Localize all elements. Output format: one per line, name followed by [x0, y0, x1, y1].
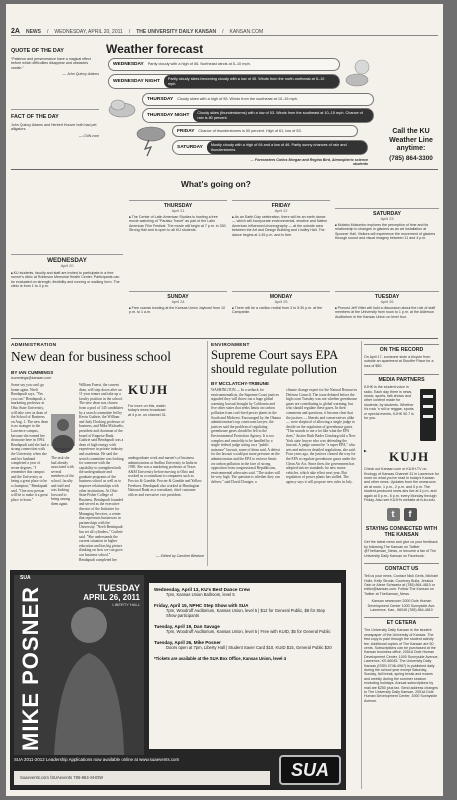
- calendar-friday: [232, 200, 330, 237]
- story1-column-3: undergraduate work and master's of business administration at Andhra University in India in 1985. She was a marketing professor at Texas A&M University before moving to Ohio and worked as a consultant to companies such as Proctor & Gamble, Procter & Gamble and Yellow Freeborn. Bendapudi also worked at Huntington National Bank as a consultant, chief customer officer and executive vice president.: [128, 456, 202, 497]
- masthead-paper: THE UNIVERSITY DAILY KANSAN: [136, 29, 217, 35]
- page-number: 2A: [11, 28, 20, 35]
- kujh-line-1: For more on this, watch: [128, 404, 166, 408]
- story1-section: ADMINISTRATION: [11, 343, 57, 348]
- contact-text: Tell us your news. Contact Nick Gerik, Michael Holtz, Kelly Stroda, Courtney Bulla, Jessica Osin or Alexe Schwartz at (785) 864-4810 or editor@kansan.com. Follow The Kansan on Twitter at TheKansan_News.: [364, 574, 438, 596]
- calendar-event: ■ KU students, faculty and staff are invited to participate in a free runner's clinic at Robinson Memorial Health Center. Participants can be evaluated on strength, flexibility and running or walking form. The clinic is from 1 to 4 p.m.: [11, 271, 123, 289]
- divider: /: [128, 29, 131, 35]
- masthead-date: WEDNESDAY, APRIL 20, 2011: [54, 29, 123, 35]
- right-sidebar: [364, 344, 439, 706]
- forecast-desc: Cloudy skies (thunderstorms) with a low of 53. Winds from the southeast at 10–15 mph. Chance of rain is 80 percent.: [197, 111, 363, 120]
- staying-connected-heading: STAYING CONNECTED WITH THE KANSAN: [365, 526, 438, 539]
- event-item: [154, 640, 336, 650]
- forecast-thursday: [142, 93, 374, 106]
- forecast-desc: Chance of thunderstorms is 50 percent. High of 61, low of 53.: [198, 128, 302, 133]
- story1-byline: BY IAN CUMMINGS: [11, 370, 54, 375]
- event-title: Friday, April 15, NPHC Step Show with SUA: [154, 603, 249, 608]
- weather-line-callout: [381, 128, 441, 163]
- calendar-day: THURSDAY: [163, 203, 193, 209]
- facebook-icon[interactable]: f: [404, 508, 417, 521]
- calendar-sunday: [129, 291, 227, 315]
- posner-vertical-name: MIKE POSNER: [18, 585, 43, 751]
- forecast-desc: Partly cloudy skies becoming cloudy with a low of 45. Winds from the north-northeast at 5–10 mph.: [167, 77, 325, 86]
- calendar-date: April 21: [171, 209, 185, 213]
- forecast-day: SATURDAY: [177, 145, 203, 150]
- story1-headline: New dean for business school: [11, 349, 171, 364]
- calendar-title: What's going on?: [181, 179, 251, 189]
- divider: [11, 109, 99, 110]
- bendapudi-photo: [51, 414, 75, 446]
- call-line-2: Weather Line: [389, 136, 433, 144]
- event-details: Doors open at 7pm, Liberty Hall | Student Saver Card $10, KUID $15, General Public $20: [166, 645, 332, 650]
- story1-column-1b: The task she had already associated with several members of the school, faculty and staff and was looking forward to being among them again.: [51, 456, 74, 506]
- calendar-day: SUNDAY: [167, 294, 189, 300]
- ad-date-day: TUESDAY: [97, 583, 140, 593]
- event-item: [154, 603, 336, 618]
- calendar-date: April 25: [274, 300, 288, 304]
- on-the-record-heading: ON THE RECORD: [364, 344, 439, 353]
- event-item: [154, 587, 336, 597]
- calendar-wednesday: [11, 254, 123, 289]
- calendar-thursday: [129, 200, 227, 233]
- masthead-site: KANSAN.COM: [229, 29, 264, 35]
- calendar-day: SATURDAY: [373, 211, 401, 217]
- ad-date-block: [54, 583, 140, 607]
- forecast-wednesday-night: [108, 74, 340, 89]
- story2-headline: Supreme Court says EPA should regulate pollution: [211, 348, 338, 376]
- story2-section: ENVIRONMENT: [211, 343, 250, 348]
- calendar-day: WEDNESDAY: [47, 257, 87, 264]
- event-item: [154, 624, 336, 634]
- event-title: Wednesday, April 13, KU's Best Dance Crew: [154, 587, 250, 592]
- forecast-saturday: [172, 140, 368, 155]
- section-rule: [11, 169, 438, 170]
- calendar-day: MONDAY: [269, 294, 293, 300]
- quote-heading: QUOTE OF THE DAY: [11, 48, 64, 54]
- calendar-event: ■ There will be a carillon recital from 3 to 5:30 p.m. at the Campanile.: [232, 306, 330, 315]
- calendar-event: ■ As an Earth Day celebration, there will be an earth dance — which will incorporate environmental, emotive and Native American influenced choreography — at the outside area between the Art and Design Building and Lindley Hall. The dance begins at 1:45 p.m. and is free.: [232, 215, 330, 237]
- forecast-friday: [172, 125, 358, 137]
- staying-connected-text: Get the latest news and give us your feedback by following The Kansan on Twitter @TheKansan_News, or become a fan of The University Daily Kansan on Facebook.: [364, 540, 438, 558]
- forecast-wednesday: [108, 58, 340, 71]
- on-the-record-text: On April 17, someone stole a bicycle from outside an apartment at Stouffer Place for a loss of $50.: [364, 355, 434, 368]
- masthead: [11, 28, 438, 35]
- column-rule: [207, 341, 208, 566]
- kujh-line-2: today's news broadcast: [128, 408, 166, 413]
- story1-email: icummings@kansan.com: [11, 376, 52, 380]
- story2-byline: BY MCCLATCHY-TRIBUNE: [211, 381, 270, 386]
- calendar-date: April 20: [60, 264, 74, 268]
- masthead-rule: [11, 35, 438, 36]
- story2-column-2: climate change expert for the Natural Resources Defense Council. The issue debated before the high court Tuesday was not whether greenhouse gases are contributing to global warming, but who should regulate these gases. In their comments and questions, it became clear that the justices — liberals and conservatives alike — were skeptical of allowing a single judge to decide on the regulation of greenhouse gases. "This sounds to me a lot like what the EPA does," Justice Ruth Bader Ginsburg told a New York state lawyer who was defending the lawsuit. A judge cannot be "a super EPA," who sets and enforces detailed regulations, she said. Four years ago, the justices cleared the way for the EPA to regulate greenhouse gases under the Clean Air Act. Since then, the government has adopted stricter standards for new motor vehicles, which take effect next year. But regulation of power plants has stalled. The agency says it will propose new rules in July.: [286, 388, 358, 484]
- calendar-event: ■ The Center of Latin American Studies is hosting a free movie watching of "Paraiso Travel" as part of the Latin American Film Festival. The movie will begin at 7 p.m. in 330 Strong Hall and is open to all KU students.: [129, 215, 227, 233]
- kujh-line-3: at 4 p.m. on channel 31.: [128, 412, 167, 417]
- address-text: Kansan newsroom 2000 Dole Human Development Center 1000 Sunnyside Ave. Lawrence, Kan., 66045 (785) 864-4810: [367, 599, 436, 612]
- quote-author: — John Quincy Adams: [62, 72, 99, 77]
- calendar-date: April 23: [380, 217, 394, 221]
- event-details: 7pm, Woodruff Auditorium, Kansas Union, level 5 | Free with KUID, $5 for General Public: [166, 629, 331, 634]
- sua-logo: SUA: [279, 755, 341, 785]
- call-phone: (785) 864-3300: [389, 154, 433, 162]
- weather-title: Weather forecast: [106, 42, 204, 56]
- forecast-day: THURSDAY: [147, 97, 174, 102]
- newspaper-page: [6, 4, 443, 796]
- forecast-thursday-night: [142, 108, 374, 123]
- twitter-icon[interactable]: t: [387, 508, 400, 521]
- calendar-event: ■ Mutabo Mokumbo explores the perception of time and its relationship to changes in glaciers as an art installation at Spooner Hall. Visitors will experience the movement of glaciers through sound and visual imagery between 11 and 4 p.m.: [335, 223, 439, 241]
- call-line-3: anytime:: [396, 145, 426, 152]
- calendar-day: FRIDAY: [271, 203, 291, 209]
- quote-of-the-day: [11, 48, 99, 77]
- event-details: 7pm, Kansas Union Ballroom, level 5: [166, 592, 235, 597]
- event-list: [149, 583, 341, 749]
- quote-text: “Patience and perseverance have a magical effect before which difficulties disappear and obstacles vanish.”: [11, 57, 91, 70]
- section-label: NEWS: [25, 29, 41, 35]
- forecast-day: THURSDAY NIGHT: [147, 113, 190, 118]
- fact-source: — CNN.com: [78, 133, 99, 138]
- calendar-event: ■ Free cosmic bowling at the Kansas Union Jaybowl from 10 p.m. to 1 a.m.: [129, 306, 227, 315]
- event-title: Tuesday, April 26, Mike Posner: [154, 640, 221, 645]
- portrait-image: [51, 414, 75, 446]
- check-out-label: ▶: [364, 449, 367, 454]
- calendar-tuesday: [335, 291, 439, 319]
- story1-column-2: William Fuerst, the current dean, will step down after an 11-year tenure and take up a faculty position in the school. The new dean was chosen from a pool of 145 candidates by a search committee led by Kevin Guthrie, the William and Judy Docking professor of business, and Mike Michaelis, president and chairman of the board of Emprise Bank. Guthrie said Bendapudi was a dean of high energy with experience in private industry and academia. He said the search committee was looking for someone with the capability to strengthen both the undergraduate and graduate programs of the business school as well as to improve relationships with other institutions. At Ohio State Fisher College of Business, Bendapudi founded and served as the executive director of the Initiative for Managing Services, a center that represents businesses in partnerships with the University. "Neeli Bendapudi has set all cylinders," Guthrie said. "She understands the current situation in higher education and has big picture thinking on how we can grow our business school." Bendapudi completed her: [79, 383, 125, 562]
- et-cetera-text: The University Daily Kansan is the student newspaper of the University of Kansas. The first copy is paid through the student activity fee. Additional copies of The Kansan are 50 cents. Subscriptions can be purchased at the Kansan business office, 2051A Dole Human Development Center, 1000 Sunnyside Avenue, Lawrence, KS 66045. The University Daily Kansan (ISSN 0746-4967) is published daily during the school year except Saturday, Sunday, fall break, spring break and exams and weekly during the summer session excluding holidays. Annual subscriptions by mail are $250 plus tax. Send address changes to The University Daily Kansan, 2051A Dole Human Development Center, 1000 Sunnyside Avenue.: [364, 628, 439, 703]
- column-rule: [361, 341, 362, 789]
- call-line-1: Call the KU: [392, 128, 430, 135]
- ad-presenter: SUA: [20, 575, 31, 581]
- kujh-logo: KUJH: [128, 382, 169, 397]
- calendar-event: ■ Provost Jeff Vitter will hold a discussion about the role of staff members at the University from noon to 1 p.m. at the Alderson Auditorium in the Kansas Union on level four.: [335, 306, 439, 319]
- event-title: Tuesday, April 19, Dan Savage: [154, 624, 220, 629]
- posner-photo-panel: [14, 575, 144, 755]
- story1-editor: — Edited by Caroline Bledsoe: [156, 554, 204, 558]
- kujh-promo: [128, 382, 204, 452]
- calendar-day: TUESDAY: [374, 294, 400, 300]
- sua-advertisement: [10, 570, 346, 790]
- story2-column-1: WASHINGTON — In a setback for environmentalists, the Supreme Court justices signaled they will throw out a huge global warming lawsuit brought by California and five other states that seeks limits on carbon pollution from coal-fired power plants in the South and Midwest. Encouraged by the Obama administration's top courtroom lawyer, the justices said the problem of regulating greenhouse gases should be left to the Environmental Protection Agency. It is too complex and unwieldy to be handled by a single federal judge acting on a "public nuisance" lawsuit, some of them said. A defeat for the lawsuit would put more pressure on the administration and the EPA to enforce limits on carbon pollution in the face of strong opposition from congressional Republicans, environmental advocates said. "The stakes will be very high. The question is whether they can deliver," said David Doniger, a: [211, 388, 281, 484]
- divider: /: [46, 29, 49, 35]
- calendar-monday: [232, 291, 330, 315]
- calendar-date: April 22: [274, 209, 288, 213]
- kjhk-tower-icon: [417, 385, 439, 445]
- fact-heading: FACT OF THE DAY: [11, 114, 59, 120]
- ticket-note: *Tickets are available at the SUA Box Office, Kansas Union, level 4: [154, 656, 286, 661]
- calendar-date: April 24: [171, 300, 185, 304]
- forecast-desc: Cloudy skies with a high of 55. Winds from the southeast at 10–15 mph.: [177, 97, 298, 102]
- thunderstorm-icon: [134, 122, 168, 158]
- cloud-icon: [106, 92, 138, 124]
- forecast-credit: — Forecasters Carlos Morgan and Regina Bird, Atmospheric science students: [250, 158, 368, 167]
- ad-date: APRIL 26, 2011: [83, 593, 140, 602]
- fact-text: John Quincy Adams and Herbert Hoover both had pet alligators.: [11, 123, 97, 132]
- photo-caption: Bendapudi: [54, 447, 72, 451]
- partly-cloudy-icon: [344, 56, 374, 90]
- fact-of-the-day: [11, 114, 99, 138]
- forecast-desc: Mostly cloudy with a high of 64 and a low of 46. Partly sunny chances of rain and thunderstorms.: [210, 143, 347, 152]
- forecast-day: FRIDAY: [177, 128, 195, 134]
- calendar-saturday: [335, 208, 439, 241]
- contact-heading: CONTACT US: [364, 563, 439, 572]
- section-rule: [11, 338, 438, 339]
- media-partners-heading: MEDIA PARTNERS: [364, 374, 439, 383]
- story1-column-1: Some say you can't go home again. Neeli Bendapudi says, "Yes you can." Bendapudi, a marketing professor at Ohio State University, will take over as dean of the School of Business on Aug. 1. The new dean is no stranger to the Lawrence campus, because she earned her doctorate here in 1994. Bendapudi said she had a strong connection with the University when she and her husband completed a year of seven degrees. "I remember this campus and the University as being a great place to be a champion," Bendapudi said. "One new person will be to make it a great place to learn.": [11, 383, 49, 502]
- forecast-desc: Partly cloudy with a high of 56. Northeast winds at 5–10 mph.: [147, 62, 251, 67]
- kujh-sidebar-logo: KUJH: [389, 449, 430, 465]
- divider: /: [222, 29, 224, 35]
- event-details: 7pm, Woodruff Auditorium, Kansas Union, level 5 | $12 for General Public, $8 for Step Show participants: [166, 608, 325, 618]
- et-cetera-heading: ET CETERA: [364, 617, 439, 626]
- ad-social-bar: Suaevents.com /SUAevents 785-864-SHOW: [14, 771, 270, 785]
- calendar-date: April 26: [380, 300, 394, 304]
- performer-image: [44, 595, 124, 755]
- ad-tagline: SUA 2011-2012 Leadership Applications now available online at www.suaevents.com: [14, 757, 180, 762]
- kujh-sidebar-text: Check out Kansan.com or KUJH-TV on Knology of Kansas Channel 31 in Lawrence for more on what you've read in today's Kansan and other news. Updates from the newsroom air at noon, 1 p.m., 2 p.m. and 5 p.m. The student-produced news airs live at 4 p.m. and again at 5 p.m., 6 p.m. every Monday through Friday. Also see KUJH's website at tv.ku.edu.: [364, 467, 439, 503]
- forecast-day: WEDNESDAY: [113, 62, 144, 67]
- forecast-day: WEDNESDAY NIGHT: [113, 79, 160, 84]
- kjhk-text: KJHK is the student voice in radio. Each day there is news, music, sports, talk shows and other content made for students, by students. Whether it's rock 'n roll or reggae, sports or special events, KJHK 90.7 is for you.: [364, 385, 414, 421]
- ad-venue: LIBERTY HALL: [112, 602, 140, 607]
